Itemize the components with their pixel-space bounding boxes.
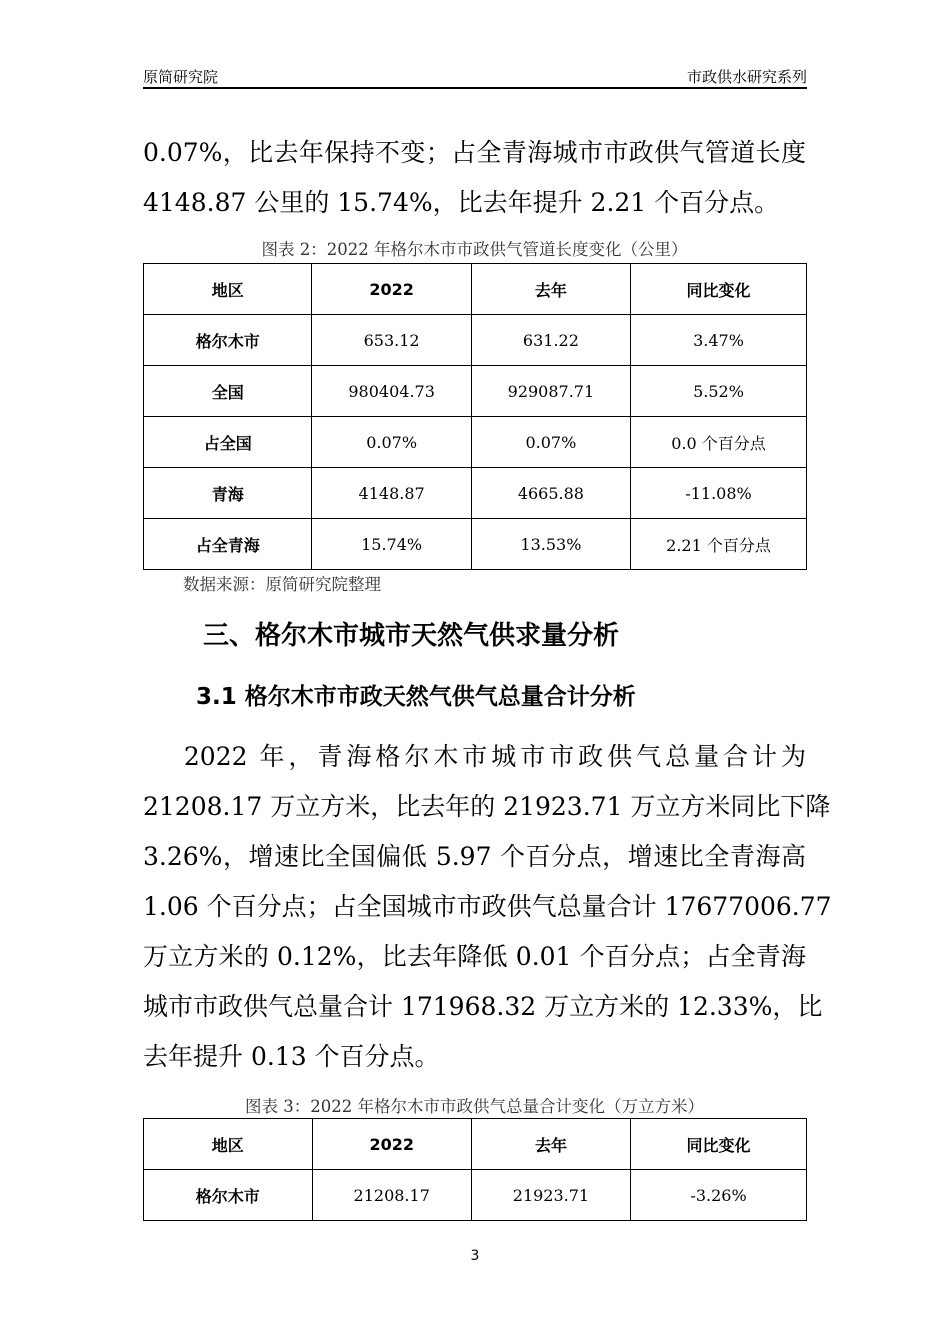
header-divider [143,87,807,89]
table-cell: 0.07% [312,417,471,468]
column-header: 地区 [144,1119,313,1170]
subsection-title: 3.1 格尔木市市政天然气供气总量合计分析 [196,684,636,710]
column-header: 去年 [471,1119,630,1170]
header-left: 原简研究院 [143,68,219,86]
table-header-row [144,1119,807,1170]
paragraph-line: 城市市政供气总量合计 171968.32 万立方米的 12.33%，比 [143,992,823,1021]
column-header: 同比变化 [631,1119,807,1170]
table-row [144,468,807,519]
table-cell: 格尔木市 [144,1170,313,1221]
table-cell: 0.0 个百分点 [631,417,807,468]
table-cell: 980404.73 [312,366,471,417]
table-caption: 图表 3：2022 年格尔木市市政供气总量合计变化（万立方米） [245,1097,704,1116]
table-row [144,519,807,570]
paragraph-line: 去年提升 0.13 个百分点。 [143,1042,440,1071]
table-header-row [144,264,807,315]
column-header: 地区 [144,264,312,315]
gas-supply-table [143,1118,807,1221]
table-row [144,1170,807,1221]
column-header: 2022 [312,264,471,315]
column-header: 同比变化 [631,264,807,315]
column-header: 去年 [471,264,630,315]
paragraph-line: 3.26%，增速比全国偏低 5.97 个百分点，增速比全青海高 [143,842,806,871]
table-row [144,315,807,366]
table-cell: 全国 [144,366,312,417]
table-cell: 青海 [144,468,312,519]
table-cell: 0.07% [471,417,630,468]
table-cell: -3.26% [631,1170,807,1221]
table-cell: -11.08% [631,468,807,519]
table-cell: 15.74% [312,519,471,570]
table-cell: 13.53% [471,519,630,570]
column-header: 2022 [312,1119,471,1170]
table-cell: 21923.71 [471,1170,630,1221]
pipeline-length-table [143,263,807,570]
table-cell: 21208.17 [312,1170,471,1221]
table-cell: 3.47% [631,315,807,366]
paragraph-line: 2022 年，青海格尔木市城市市政供气总量合计为 [143,742,806,771]
table-row [144,417,807,468]
table-cell: 631.22 [471,315,630,366]
table-row [144,366,807,417]
header-right: 市政供水研究系列 [686,68,807,86]
paragraph-line: 21208.17 万立方米，比去年的 21923.71 万立方米同比下降 [143,792,831,821]
paragraph-line: 4148.87 公里的 15.74%，比去年提升 2.21 个百分点。 [143,188,780,217]
data-source: 数据来源：原简研究院整理 [183,575,381,594]
section-title: 三、格尔木市城市天然气供求量分析 [203,621,620,651]
paragraph-line: 1.06 个百分点；占全国城市市政供气总量合计 17677006.77 [143,892,832,921]
table-cell: 4148.87 [312,468,471,519]
table-cell: 5.52% [631,366,807,417]
paragraph-line: 0.07%，比去年保持不变；占全青海城市市政供气管道长度 [143,138,806,167]
table-cell: 占全青海 [144,519,312,570]
paragraph-line: 万立方米的 0.12%，比去年降低 0.01 个百分点；占全青海 [143,942,806,971]
table-caption: 图表 2：2022 年格尔木市市政供气管道长度变化（公里） [261,240,688,259]
table-cell: 占全国 [144,417,312,468]
table-cell: 4665.88 [471,468,630,519]
page-number: 3 [470,1248,480,1264]
table-cell: 格尔木市 [144,315,312,366]
table-cell: 2.21 个百分点 [631,519,807,570]
table-cell: 929087.71 [471,366,630,417]
table-cell: 653.12 [312,315,471,366]
